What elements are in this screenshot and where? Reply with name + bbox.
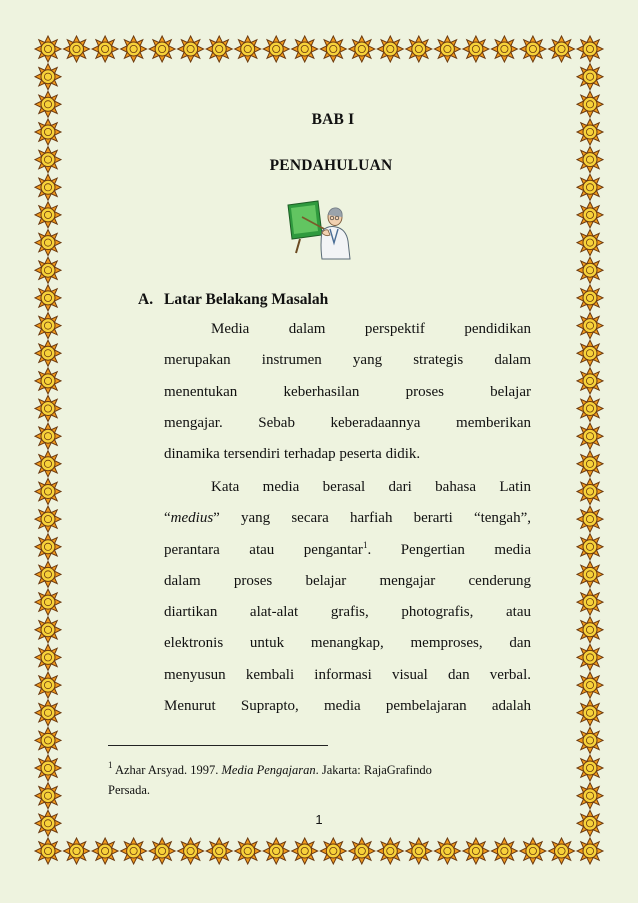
sun-ornament-icon xyxy=(549,838,575,864)
sun-ornament-icon xyxy=(178,838,204,864)
sun-ornament-icon xyxy=(577,396,603,422)
sun-ornament-icon xyxy=(35,534,61,560)
sun-ornament-icon xyxy=(35,700,61,726)
sun-ornament-icon xyxy=(35,230,61,256)
paragraph-line xyxy=(164,535,531,566)
sun-ornament-icon xyxy=(35,617,61,643)
footnote-reference[interactable]: 1 xyxy=(362,539,368,550)
sun-ornament-icon xyxy=(577,838,603,864)
sun-ornament-icon xyxy=(206,838,232,864)
sun-ornament-icon xyxy=(520,36,546,62)
sun-ornament-icon xyxy=(491,36,517,62)
sun-ornament-icon xyxy=(35,202,61,228)
paragraph-line-rest: . Pengertian media xyxy=(367,541,531,558)
sun-ornament-icon xyxy=(35,257,61,283)
sun-ornament-icon xyxy=(292,838,318,864)
paragraph-line xyxy=(164,503,531,534)
sun-ornament-icon xyxy=(64,838,90,864)
sun-ornament-icon xyxy=(35,479,61,505)
italic-term: medius xyxy=(170,510,214,527)
sun-ornament-icon xyxy=(149,36,175,62)
sun-ornament-icon xyxy=(206,36,232,62)
sun-ornament-icon xyxy=(35,368,61,394)
paragraph-line-text: perantara atau pengantar xyxy=(164,541,363,558)
sun-ornament-icon xyxy=(577,423,603,449)
paragraph-line: diartikan alat-alat grafis, photografis, atau xyxy=(164,604,531,621)
sun-ornament-icon xyxy=(35,451,61,477)
paragraph-line: dinamika tersendiri terhadap peserta didik. xyxy=(164,446,421,463)
sun-ornament-icon xyxy=(178,36,204,62)
paragraph-line: menentukan keberhasilan proses belajar xyxy=(164,383,531,400)
sun-ornament-icon xyxy=(577,257,603,283)
sun-ornament-icon xyxy=(349,36,375,62)
sun-ornament-icon xyxy=(577,479,603,505)
sun-ornament-icon xyxy=(577,617,603,643)
sun-ornament-icon xyxy=(577,64,603,90)
sun-ornament-icon xyxy=(35,313,61,339)
paragraph-line: mengajar. Sebab keberadaannya memberikan xyxy=(164,414,531,431)
teacher-illustration xyxy=(282,195,354,263)
sun-ornament-icon xyxy=(35,561,61,587)
sun-ornament-icon xyxy=(577,755,603,781)
paragraph-line: Menurut Suprapto, media pembelajaran adalah xyxy=(164,698,531,715)
sun-ornament-icon xyxy=(463,838,489,864)
sun-ornament-icon xyxy=(263,838,289,864)
sun-ornament-icon xyxy=(263,36,289,62)
paragraph-line: elektronis untuk menangkap, memproses, dan xyxy=(164,635,531,652)
sun-ornament-icon xyxy=(320,838,346,864)
section-heading xyxy=(138,291,328,309)
sun-ornament-icon xyxy=(121,838,147,864)
sun-ornament-icon xyxy=(292,36,318,62)
sun-ornament-icon xyxy=(235,36,261,62)
sun-ornament-icon xyxy=(349,838,375,864)
sun-ornament-icon xyxy=(577,230,603,256)
sun-ornament-icon xyxy=(520,838,546,864)
sun-ornament-icon xyxy=(577,644,603,670)
sun-ornament-icon xyxy=(35,644,61,670)
footnote-author: Azhar Arsyad. 1997. xyxy=(114,763,219,777)
sun-ornament-icon xyxy=(406,838,432,864)
sun-ornament-icon xyxy=(377,838,403,864)
footnote-publisher-cont: Persada. xyxy=(108,783,150,797)
chapter-title: PENDAHULUAN xyxy=(269,157,393,174)
sun-ornament-icon xyxy=(406,36,432,62)
sun-ornament-icon xyxy=(35,423,61,449)
sun-ornament-icon xyxy=(320,36,346,62)
sun-ornament-icon xyxy=(577,36,603,62)
sun-ornament-icon xyxy=(92,838,118,864)
sun-ornament-icon xyxy=(149,838,175,864)
sun-ornament-icon xyxy=(35,174,61,200)
sun-ornament-icon xyxy=(577,340,603,366)
sun-ornament-icon xyxy=(121,36,147,62)
sun-ornament-icon xyxy=(235,838,261,864)
sun-ornament-icon xyxy=(577,783,603,809)
footnote-number: 1 xyxy=(108,760,113,770)
sun-ornament-icon xyxy=(377,36,403,62)
paragraph-line: merupakan instrumen yang strategis dalam xyxy=(164,352,531,369)
sun-ornament-icon xyxy=(463,36,489,62)
sun-ornament-icon xyxy=(577,174,603,200)
sun-ornament-icon xyxy=(35,589,61,615)
sun-ornament-icon xyxy=(35,755,61,781)
paragraph-1 xyxy=(164,314,531,470)
paragraph-line: menyusun kembali informasi visual dan verbal. xyxy=(164,666,531,683)
sun-ornament-icon xyxy=(64,36,90,62)
sun-ornament-icon xyxy=(35,340,61,366)
sun-ornament-icon xyxy=(35,64,61,90)
sun-ornament-icon xyxy=(577,285,603,311)
sun-ornament-icon xyxy=(577,561,603,587)
sun-ornament-icon xyxy=(577,313,603,339)
paragraph-line: Kata media berasal dari bahasa Latin xyxy=(211,479,531,495)
sun-ornament-icon xyxy=(577,534,603,560)
sun-ornament-icon xyxy=(35,396,61,422)
footnote-publisher: . Jakarta: RajaGrafindo xyxy=(315,763,432,777)
page-number: 1 xyxy=(315,812,323,827)
chapter-label: BAB I xyxy=(311,111,355,128)
sun-ornament-icon xyxy=(35,838,61,864)
paragraph-line: Media dalam perspektif pendidikan xyxy=(211,321,531,337)
sun-ornament-icon xyxy=(35,727,61,753)
footnote xyxy=(108,760,508,800)
sun-ornament-icon xyxy=(35,783,61,809)
footnote-divider xyxy=(108,745,328,746)
sun-ornament-icon xyxy=(577,700,603,726)
sun-ornament-icon xyxy=(577,727,603,753)
section-letter: A. xyxy=(138,291,154,308)
paragraph-line: dalam proses belajar mengajar cenderung xyxy=(164,572,531,589)
sun-ornament-icon xyxy=(549,36,575,62)
open-quote: “ xyxy=(164,510,171,527)
sun-ornament-icon xyxy=(92,36,118,62)
footnote-book-title: Media Pengajaran xyxy=(221,763,316,777)
sun-ornament-icon xyxy=(35,285,61,311)
sun-ornament-icon xyxy=(35,672,61,698)
sun-ornament-icon xyxy=(434,36,460,62)
sun-ornament-icon xyxy=(491,838,517,864)
section-title-text: Latar Belakang Masalah xyxy=(164,291,329,308)
paragraph-line-rest: ” yang secara harfiah berarti “tengah”, xyxy=(213,510,531,527)
sun-ornament-icon xyxy=(577,589,603,615)
sun-ornament-icon xyxy=(577,506,603,532)
sun-ornament-icon xyxy=(577,672,603,698)
sun-ornament-icon xyxy=(434,838,460,864)
paragraph-2 xyxy=(164,472,531,722)
sun-ornament-icon xyxy=(35,36,61,62)
sun-ornament-icon xyxy=(577,451,603,477)
sun-ornament-icon xyxy=(35,506,61,532)
sun-ornament-icon xyxy=(577,368,603,394)
sun-ornament-icon xyxy=(577,202,603,228)
